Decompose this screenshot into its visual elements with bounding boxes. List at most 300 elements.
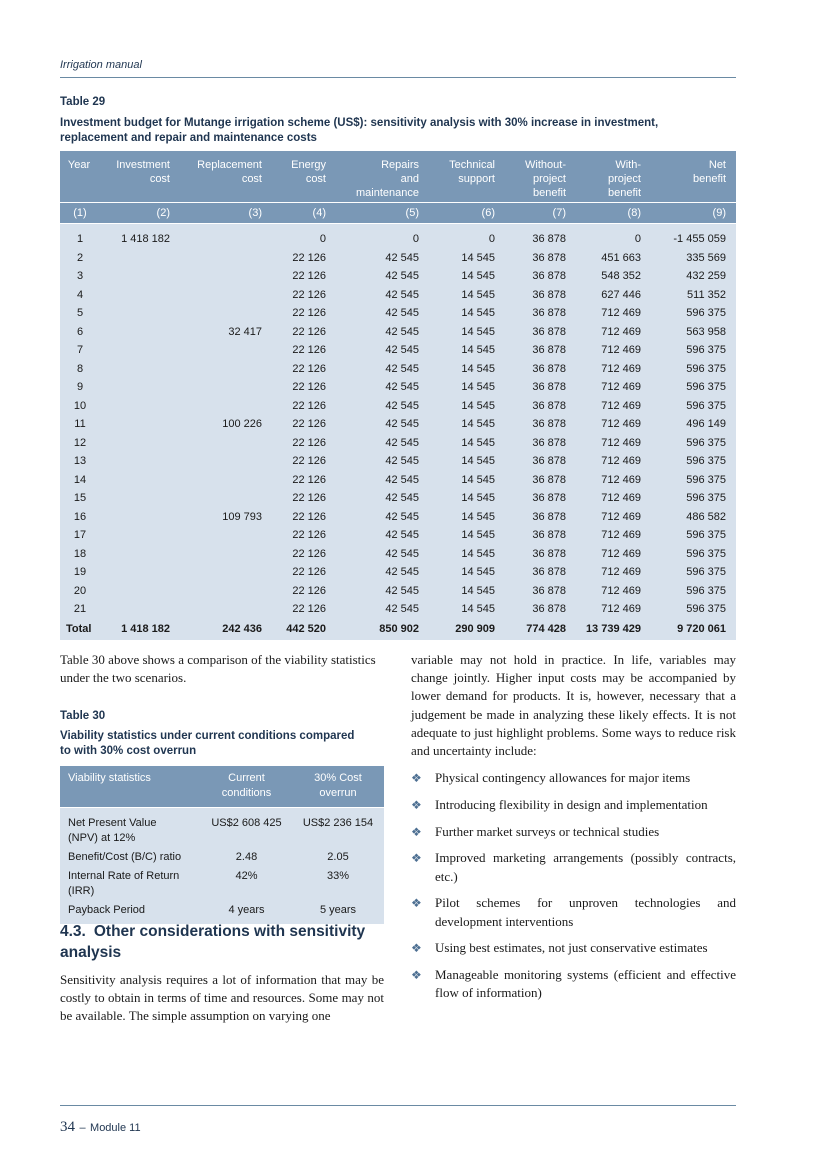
- table-cell: 32 417: [180, 323, 272, 342]
- table-cell: [180, 360, 272, 379]
- table29: [60, 151, 736, 640]
- table-row: [60, 434, 736, 453]
- table-cell: 42 545: [336, 545, 429, 564]
- table-cell: 2: [60, 249, 102, 268]
- table-cell: 42 545: [336, 267, 429, 286]
- table-cell: 596 375: [651, 378, 736, 397]
- total-cell: 774 428: [505, 619, 576, 640]
- table-cell: 712 469: [576, 545, 651, 564]
- bullet-text: Using best estimates, not just conservative estimates: [435, 940, 708, 956]
- table-cell: 22 126: [272, 341, 336, 360]
- statistic-text: Payback Period: [68, 904, 146, 916]
- table-cell: 22 126: [272, 489, 336, 508]
- table-cell: 36 878: [505, 341, 576, 360]
- table-cell: 18: [60, 545, 102, 564]
- table29-header-cell: [651, 151, 736, 203]
- table-cell: 36 878: [505, 224, 576, 249]
- table-cell: [102, 304, 180, 323]
- column-number: (7): [505, 203, 576, 224]
- table29-caption-line2: replacement and repair and maintenance costs: [60, 132, 317, 144]
- table-cell: 6: [60, 323, 102, 342]
- table-cell: 712 469: [576, 471, 651, 490]
- table-cell: 22 126: [272, 471, 336, 490]
- table-row: [60, 489, 736, 508]
- table-cell: [102, 582, 180, 601]
- table-cell: 42 545: [336, 471, 429, 490]
- page-number: 34: [60, 1119, 75, 1135]
- table-row: [60, 563, 736, 582]
- table-row: [60, 267, 736, 286]
- table-cell: 36 878: [505, 249, 576, 268]
- table-cell: 22 126: [272, 415, 336, 434]
- table-cell: [180, 489, 272, 508]
- table-cell: [180, 452, 272, 471]
- table-cell: 14 545: [429, 508, 505, 527]
- table-cell: [180, 378, 272, 397]
- table-cell: 36 878: [505, 267, 576, 286]
- table-cell: 22 126: [272, 249, 336, 268]
- table-cell: 596 375: [651, 526, 736, 545]
- table-cell: [180, 286, 272, 305]
- bullet-icon: ❖: [411, 941, 422, 956]
- table29-header-cell: [336, 151, 429, 203]
- table-cell: 627 446: [576, 286, 651, 305]
- table30-header-cell: [201, 766, 292, 808]
- table-cell: [102, 378, 180, 397]
- overrun-value: 2.05: [292, 848, 384, 867]
- table-cell: [102, 563, 180, 582]
- table-cell: 14 545: [429, 341, 505, 360]
- table-cell: 596 375: [651, 341, 736, 360]
- table-cell: 42 545: [336, 378, 429, 397]
- bullet-text: Introducing flexibility in design and implementation: [435, 796, 708, 812]
- bullet-text: Manageable monitoring systems (efficient and effective flow of information): [435, 967, 736, 1001]
- overrun-value: US$2 236 154: [292, 808, 384, 849]
- table-cell: 596 375: [651, 360, 736, 379]
- footer: [60, 1118, 141, 1136]
- paragraph-sensitivity: Sensitivity analysis requires a lot of information that may be costly to obtain in terms of time and resources. Some may not be available. The simple assumption on varying one: [60, 972, 384, 1024]
- total-cell: 242 436: [180, 619, 272, 640]
- overrun-value: 33%: [292, 867, 384, 901]
- table-row: [60, 304, 736, 323]
- table-row: [60, 808, 384, 849]
- table29-header-cell: [272, 151, 336, 203]
- header-text: cost: [149, 173, 170, 185]
- table29-column-numbers: [60, 203, 736, 224]
- table-cell: 596 375: [651, 434, 736, 453]
- column-number: (2): [102, 203, 180, 224]
- table-cell: 8: [60, 360, 102, 379]
- list-item: [411, 849, 736, 885]
- list-item: [411, 966, 736, 1002]
- table29-body: [60, 224, 736, 640]
- table-cell: 5: [60, 304, 102, 323]
- table29-total-row: [60, 619, 736, 640]
- header-text: conditions: [221, 787, 272, 799]
- table-cell: 596 375: [651, 452, 736, 471]
- header-text: Technical: [449, 159, 495, 171]
- table-cell: [180, 304, 272, 323]
- bullet-text: Pilot schemes for unproven technologies and development interventions: [435, 895, 736, 929]
- table-cell: 100 226: [180, 415, 272, 434]
- table-cell: 14 545: [429, 434, 505, 453]
- table-row: [60, 286, 736, 305]
- table30-header-cell: [292, 766, 384, 808]
- paragraph-risk: variable may not hold in practice. In life, variables may change jointly. Higher input costs may be accompanied by lower demand for products. It is, however, necessary that a judgement be made in analyzing these likely effects. It is not adequate to just highlight problems. Some ways to reduce risk and uncertainty include:: [411, 652, 736, 759]
- module-name: Module 11: [90, 1122, 141, 1134]
- table-cell: 712 469: [576, 582, 651, 601]
- table-cell: 22 126: [272, 286, 336, 305]
- header-text: project: [532, 173, 566, 185]
- risk-reduction-list: [411, 769, 736, 1011]
- table-cell: 14 545: [429, 323, 505, 342]
- table-cell: 712 469: [576, 304, 651, 323]
- table-cell: 712 469: [576, 563, 651, 582]
- table-cell: 42 545: [336, 526, 429, 545]
- table-row: [60, 452, 736, 471]
- table-row: [60, 224, 736, 249]
- section-heading: [60, 921, 390, 963]
- table-cell: 712 469: [576, 397, 651, 416]
- table-cell: 14 545: [429, 415, 505, 434]
- table-cell: 0: [272, 224, 336, 249]
- table-cell: 596 375: [651, 563, 736, 582]
- header-text: Without-: [525, 159, 566, 171]
- bullet-text: Further market surveys or technical studies: [435, 823, 660, 839]
- total-cell: 442 520: [272, 619, 336, 640]
- table-cell: 36 878: [505, 286, 576, 305]
- table-cell: [180, 249, 272, 268]
- column-number: (9): [651, 203, 736, 224]
- table-cell: 42 545: [336, 286, 429, 305]
- table-cell: [180, 526, 272, 545]
- header-text: Energy: [291, 159, 326, 171]
- table-cell: 42 545: [336, 489, 429, 508]
- overrun-value: 5 years: [292, 901, 384, 924]
- table-cell: 511 352: [651, 286, 736, 305]
- table-cell: 36 878: [505, 452, 576, 471]
- header-text: benefit: [607, 187, 641, 199]
- statistic-text: Benefit/Cost (B/C) ratio: [68, 851, 182, 863]
- table29-header-cell: [429, 151, 505, 203]
- table29-header-cell: [180, 151, 272, 203]
- bullet-icon: ❖: [411, 824, 422, 839]
- table-cell: [180, 563, 272, 582]
- table-cell: 42 545: [336, 452, 429, 471]
- table-cell: 712 469: [576, 323, 651, 342]
- column-number: (3): [180, 203, 272, 224]
- table-cell: 14 545: [429, 526, 505, 545]
- table-row: [60, 360, 736, 379]
- table-cell: 17: [60, 526, 102, 545]
- table-cell: [102, 341, 180, 360]
- table-cell: 42 545: [336, 360, 429, 379]
- table-cell: 10: [60, 397, 102, 416]
- table-cell: 432 259: [651, 267, 736, 286]
- table-cell: 14: [60, 471, 102, 490]
- total-cell: 850 902: [336, 619, 429, 640]
- table-cell: 36 878: [505, 489, 576, 508]
- table-cell: [102, 397, 180, 416]
- statistic-name: [60, 848, 201, 867]
- section-title: Other considerations with sensitivity analysis: [60, 923, 366, 961]
- table-cell: 712 469: [576, 360, 651, 379]
- table-cell: 712 469: [576, 415, 651, 434]
- bullet-icon: ❖: [411, 797, 422, 812]
- header-text: benefit: [532, 187, 566, 199]
- table-cell: [102, 452, 180, 471]
- table-cell: 22 126: [272, 397, 336, 416]
- table-cell: 36 878: [505, 563, 576, 582]
- table-cell: 22 126: [272, 582, 336, 601]
- statistic-name: [60, 808, 201, 849]
- table-cell: [180, 471, 272, 490]
- total-cell: 1 418 182: [102, 619, 180, 640]
- table29-caption: [60, 116, 658, 146]
- table-cell: [102, 600, 180, 619]
- footer-separator: –: [79, 1122, 86, 1134]
- table29-header-cell: [102, 151, 180, 203]
- header-text: Viability statistics: [68, 772, 151, 784]
- table-cell: 14 545: [429, 471, 505, 490]
- table-cell: 451 663: [576, 249, 651, 268]
- table-row: [60, 600, 736, 619]
- header-text: Investment: [116, 159, 170, 171]
- table-cell: 42 545: [336, 415, 429, 434]
- table-cell: 335 569: [651, 249, 736, 268]
- table-cell: 36 878: [505, 434, 576, 453]
- total-cell: 9 720 061: [651, 619, 736, 640]
- table-cell: 14 545: [429, 489, 505, 508]
- table30-header-cell: [60, 766, 201, 808]
- table-cell: 712 469: [576, 452, 651, 471]
- table-cell: 14 545: [429, 582, 505, 601]
- table30-caption: [60, 729, 354, 759]
- section-number: 4.3.: [60, 923, 86, 940]
- running-head: Irrigation manual: [60, 59, 142, 71]
- table-cell: 14 545: [429, 452, 505, 471]
- column-number: (8): [576, 203, 651, 224]
- table-cell: 15: [60, 489, 102, 508]
- table-cell: 36 878: [505, 582, 576, 601]
- header-text: cost: [241, 173, 262, 185]
- header-rule: [60, 77, 736, 78]
- table-row: [60, 415, 736, 434]
- table30: [60, 766, 384, 924]
- table-cell: 1: [60, 224, 102, 249]
- list-item: [411, 769, 736, 787]
- header-text: 30% Cost: [314, 772, 362, 784]
- header-text: project: [607, 173, 641, 185]
- table-row: [60, 471, 736, 490]
- table-cell: [102, 434, 180, 453]
- table-cell: 712 469: [576, 508, 651, 527]
- table-cell: 14 545: [429, 378, 505, 397]
- table-cell: 13: [60, 452, 102, 471]
- table-cell: 14 545: [429, 600, 505, 619]
- table-cell: 36 878: [505, 545, 576, 564]
- table-cell: 14 545: [429, 286, 505, 305]
- table-cell: 3: [60, 267, 102, 286]
- table-row: [60, 526, 736, 545]
- footer-rule: [60, 1105, 736, 1106]
- table-row: [60, 397, 736, 416]
- table-cell: 596 375: [651, 582, 736, 601]
- table-cell: 42 545: [336, 434, 429, 453]
- table-cell: 22 126: [272, 378, 336, 397]
- header-text: cost: [305, 173, 326, 185]
- table-cell: 36 878: [505, 397, 576, 416]
- table-row: [60, 582, 736, 601]
- column-number: (1): [60, 203, 102, 224]
- table-cell: 596 375: [651, 489, 736, 508]
- table-cell: 548 352: [576, 267, 651, 286]
- table-cell: [102, 323, 180, 342]
- statistic-text: Net Present Value: [68, 817, 157, 829]
- table-cell: 42 545: [336, 323, 429, 342]
- table-cell: 0: [336, 224, 429, 249]
- table-cell: 712 469: [576, 526, 651, 545]
- table-cell: 42 545: [336, 341, 429, 360]
- table-cell: 596 375: [651, 471, 736, 490]
- table30-header-row: [60, 766, 384, 808]
- table-row: [60, 341, 736, 360]
- table-row: [60, 249, 736, 268]
- table-row: [60, 508, 736, 527]
- table-cell: 36 878: [505, 508, 576, 527]
- list-item: [411, 823, 736, 841]
- table-cell: 1 418 182: [102, 224, 180, 249]
- table-cell: [102, 489, 180, 508]
- bullet-text: Physical contingency allowances for major items: [435, 770, 691, 785]
- table-cell: [102, 471, 180, 490]
- table-cell: [180, 434, 272, 453]
- table-cell: 14 545: [429, 563, 505, 582]
- bullet-icon: ❖: [411, 771, 422, 785]
- table-cell: [180, 582, 272, 601]
- table-cell: [102, 545, 180, 564]
- header-text: Repairs: [381, 159, 419, 171]
- table-cell: 36 878: [505, 304, 576, 323]
- table-cell: 712 469: [576, 341, 651, 360]
- table-cell: 36 878: [505, 378, 576, 397]
- table-cell: 22 126: [272, 304, 336, 323]
- table-cell: 36 878: [505, 415, 576, 434]
- header-text: With-: [615, 159, 641, 171]
- table-cell: 14 545: [429, 249, 505, 268]
- table30-caption-line2: to with 30% cost overrun: [60, 745, 197, 757]
- column-number: (6): [429, 203, 505, 224]
- current-value: 42%: [201, 867, 292, 901]
- table-cell: 20: [60, 582, 102, 601]
- statistic-text: Internal Rate of Return (IRR): [68, 870, 180, 897]
- table-row: [60, 848, 384, 867]
- table-cell: 36 878: [505, 323, 576, 342]
- table-cell: 42 545: [336, 563, 429, 582]
- table-row: [60, 545, 736, 564]
- table-cell: 22 126: [272, 526, 336, 545]
- table-cell: 486 582: [651, 508, 736, 527]
- table-cell: 42 545: [336, 508, 429, 527]
- table-cell: 496 149: [651, 415, 736, 434]
- table-row: [60, 378, 736, 397]
- table-cell: 0: [429, 224, 505, 249]
- table-cell: 22 126: [272, 360, 336, 379]
- current-value: US$2 608 425: [201, 808, 292, 849]
- total-cell: 290 909: [429, 619, 505, 640]
- total-cell: Total: [60, 619, 102, 640]
- table-cell: 42 545: [336, 397, 429, 416]
- current-value: 4 years: [201, 901, 292, 924]
- table-cell: 563 958: [651, 323, 736, 342]
- statistic-text: (NPV) at 12%: [68, 832, 136, 844]
- statistic-name: [60, 867, 201, 901]
- table-cell: 36 878: [505, 600, 576, 619]
- table30-caption-line1: Viability statistics under current conditions compared: [60, 730, 355, 742]
- table29-header-cell: [505, 151, 576, 203]
- table-cell: 16: [60, 508, 102, 527]
- table-cell: 9: [60, 378, 102, 397]
- table-cell: 22 126: [272, 563, 336, 582]
- header-text: Replacement: [197, 159, 262, 171]
- header-text: Year: [67, 159, 91, 171]
- table-cell: 4: [60, 286, 102, 305]
- table-cell: 712 469: [576, 434, 651, 453]
- table-cell: [102, 360, 180, 379]
- table-cell: 19: [60, 563, 102, 582]
- table30-body: [60, 808, 384, 925]
- table-cell: 14 545: [429, 360, 505, 379]
- bullet-icon: ❖: [411, 968, 422, 983]
- table-cell: 712 469: [576, 489, 651, 508]
- total-cell: 13 739 429: [576, 619, 651, 640]
- bullet-text: Improved marketing arrangements (possibly contracts, etc.): [435, 850, 736, 884]
- table-cell: 109 793: [180, 508, 272, 527]
- table-cell: 14 545: [429, 267, 505, 286]
- bullet-icon: ❖: [411, 896, 422, 911]
- list-item: [411, 894, 736, 930]
- table29-caption-line1: Investment budget for Mutange irrigation scheme (US$): sensitivity analysis with 30% increase in investment,: [60, 117, 659, 129]
- table29-header-cell: [576, 151, 651, 203]
- table-cell: 22 126: [272, 452, 336, 471]
- table-cell: 14 545: [429, 397, 505, 416]
- table-cell: 22 126: [272, 545, 336, 564]
- header-text: and: [400, 173, 419, 185]
- header-text: support: [458, 173, 495, 185]
- table-cell: 596 375: [651, 600, 736, 619]
- table-cell: [102, 508, 180, 527]
- table-cell: 596 375: [651, 545, 736, 564]
- table-cell: 0: [576, 224, 651, 249]
- header-text: maintenance: [356, 187, 419, 199]
- paragraph-table30-intro: Table 30 above shows a comparison of the viability statistics under the two scenarios.: [60, 652, 376, 686]
- table-cell: 7: [60, 341, 102, 360]
- table-cell: [180, 267, 272, 286]
- table-cell: 596 375: [651, 304, 736, 323]
- bullet-icon: ❖: [411, 851, 422, 866]
- table-cell: [102, 267, 180, 286]
- table-cell: [180, 224, 272, 249]
- table-cell: 22 126: [272, 600, 336, 619]
- current-value: 2.48: [201, 848, 292, 867]
- table30-label: Table 30: [60, 710, 106, 722]
- header-text: Current: [228, 772, 265, 784]
- list-item: [411, 939, 736, 957]
- table-cell: 36 878: [505, 360, 576, 379]
- table-row: [60, 867, 384, 901]
- table-row: [60, 323, 736, 342]
- list-item: [411, 796, 736, 814]
